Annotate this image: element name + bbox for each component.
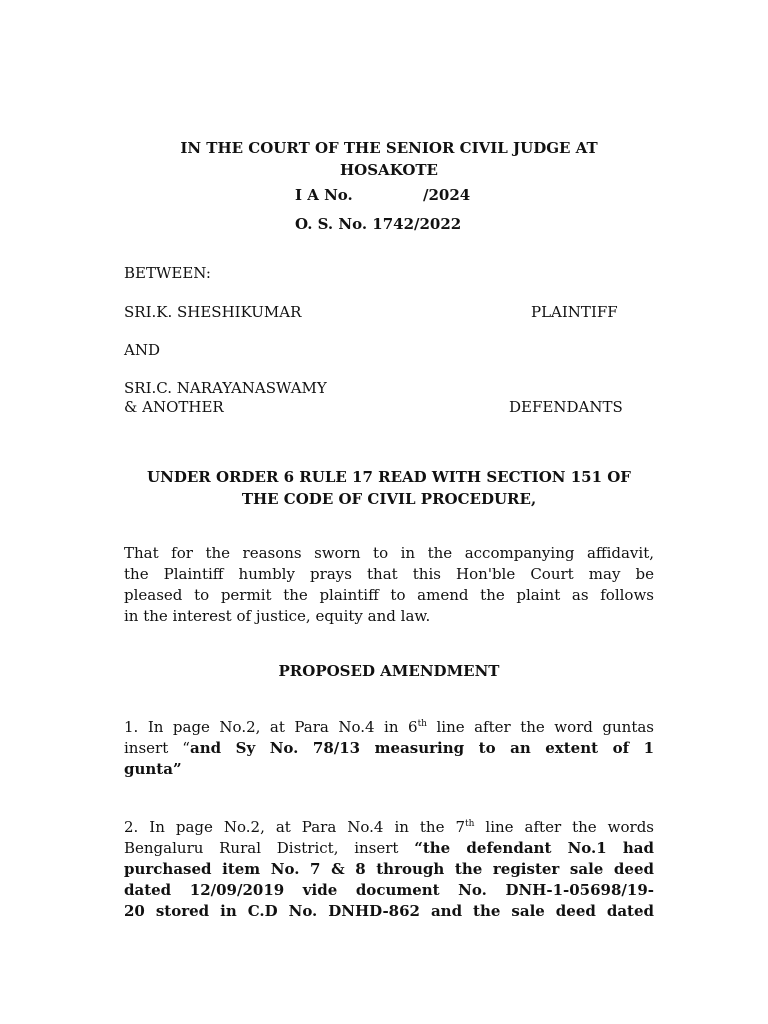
amendment-1-line2 bbox=[124, 738, 654, 759]
amendment-2-text: line after the words bbox=[474, 818, 654, 836]
amendment-item-2 bbox=[124, 817, 654, 922]
and-label: AND bbox=[124, 341, 160, 359]
amendment-2-text: 2. In page No.2, at Para No.4 in the 7 bbox=[124, 818, 466, 836]
amendment-1-text: 1. In page No.2, at Para No.4 in 6 bbox=[124, 718, 418, 736]
prayer-line: in the interest of justice, equity and law. bbox=[124, 607, 431, 625]
provision-heading bbox=[124, 466, 654, 510]
amendment-1-line3: gunta” bbox=[124, 760, 182, 778]
prayer-line: That for the reasons sworn to in the accompanying affidavit, bbox=[124, 544, 654, 562]
superscript: th bbox=[417, 719, 427, 729]
plaintiff-row bbox=[124, 303, 654, 325]
amendment-1-bold-text: and Sy No. 78/13 measuring to an extent of 1 bbox=[189, 739, 655, 757]
ia-number bbox=[124, 186, 654, 208]
provision-line1: UNDER ORDER 6 RULE 17 READ WITH SECTION 151 OF bbox=[147, 468, 631, 486]
prayer-line: the Plaintiff humbly prays that this Hon'ble Court may be bbox=[124, 565, 654, 583]
defendant-role: DEFENDANTS bbox=[509, 398, 623, 416]
between-label: BETWEEN: bbox=[124, 264, 211, 282]
amendment-2-line1 bbox=[124, 817, 654, 838]
amendment-2-line5: 20 stored in C.D No. DNHD-862 and the sale deed dated bbox=[124, 902, 654, 920]
court-heading-line1: IN THE COURT OF THE SENIOR CIVIL JUDGE AT bbox=[180, 139, 598, 157]
plaintiff-role: PLAINTIFF bbox=[531, 303, 618, 321]
defendant-name-line1: SRI.C. NARAYANASWAMY bbox=[124, 379, 327, 397]
plaintiff-name: SRI.K. SHESHIKUMAR bbox=[124, 303, 302, 321]
amendment-heading: PROPOSED AMENDMENT bbox=[278, 662, 500, 680]
court-heading bbox=[124, 137, 654, 181]
prayer-paragraph bbox=[124, 543, 654, 627]
defendant-name-line2: & ANOTHER bbox=[124, 398, 224, 416]
amendment-1-text: insert “ bbox=[124, 739, 190, 757]
amendment-2-line3: purchased item No. 7 & 8 through the register sale deed bbox=[124, 860, 654, 878]
amendment-2-line4: dated 12/09/2019 vide document No. DNH-1-05698/19- bbox=[124, 881, 654, 899]
os-number bbox=[124, 215, 654, 237]
ia-prefix: I A No. bbox=[295, 186, 353, 204]
amendment-1-text: line after the word guntas bbox=[426, 718, 654, 736]
amendment-item-1 bbox=[124, 717, 654, 780]
amendment-2-line2 bbox=[124, 838, 654, 859]
prayer-line: pleased to permit the plaintiff to amend the plaint as follows bbox=[124, 586, 654, 604]
amendment-2-bold-text: “the defendant No.1 had bbox=[414, 839, 655, 857]
court-heading-line2: HOSAKOTE bbox=[339, 161, 438, 179]
os-number-text: O. S. No. 1742/2022 bbox=[295, 215, 462, 233]
amendment-2-text: Bengaluru Rural District, insert bbox=[124, 839, 415, 857]
defendant-row bbox=[124, 398, 654, 420]
amendment-1-line1 bbox=[124, 717, 654, 738]
ia-year: /2024 bbox=[423, 186, 471, 204]
provision-line2: THE CODE OF CIVIL PROCEDURE, bbox=[241, 490, 537, 508]
superscript: th bbox=[465, 819, 475, 829]
